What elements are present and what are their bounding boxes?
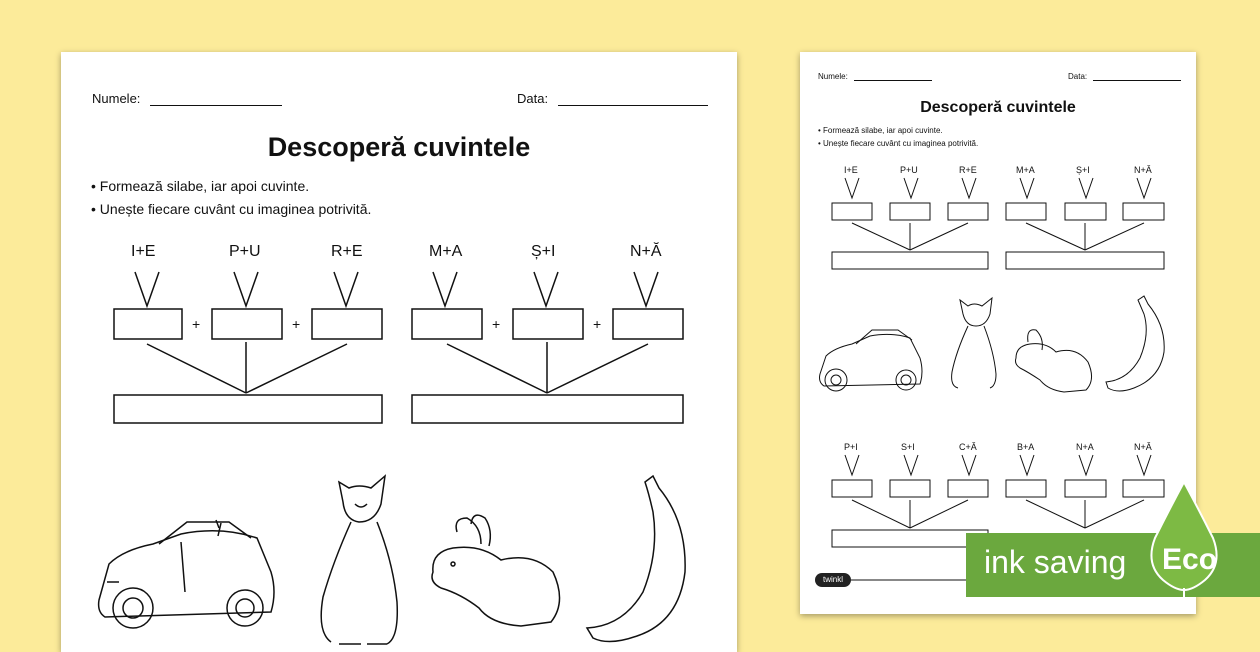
car-picture [99, 520, 274, 628]
syllable-label: P+U [229, 243, 261, 260]
syllable-box[interactable] [1123, 203, 1164, 220]
syllable-label: N+Ă [1134, 165, 1152, 175]
word-box[interactable] [1006, 252, 1164, 269]
syllable-label: B+A [1017, 442, 1035, 452]
syllable-label: N+Ă [630, 243, 662, 260]
syllable-box[interactable] [412, 309, 482, 339]
plus-sign: + [192, 316, 201, 332]
arrow-icon [845, 455, 1151, 475]
syllable-box[interactable] [948, 203, 988, 220]
syllable-label: P+U [900, 165, 918, 175]
syllable-label: M+A [429, 243, 463, 260]
syllable-label: R+E [959, 165, 977, 175]
syllable-box[interactable] [1065, 480, 1106, 497]
cat-picture [952, 298, 996, 388]
arrow-icon [234, 272, 258, 306]
instruction-1: • Formează silabe, iar apoi cuvinte. [91, 178, 310, 194]
banana-picture [1106, 296, 1164, 391]
arrow-icon [135, 272, 159, 306]
date-label: Data: [517, 91, 549, 106]
syllable-label: N+Ă [1134, 442, 1152, 452]
connector-lines [147, 342, 347, 393]
syllable-label: C+Ă [959, 442, 977, 452]
syllable-label: N+A [1076, 442, 1094, 452]
arrow-icon [334, 272, 358, 306]
car-picture [820, 330, 923, 391]
plus-sign: + [593, 316, 602, 332]
name-label: Numele: [92, 91, 141, 106]
banana-picture [587, 476, 685, 642]
twinkl-logo: twinkl [815, 573, 851, 587]
syllable-label: M+A [1016, 165, 1035, 175]
word-box[interactable] [412, 395, 683, 423]
syllable-box[interactable] [613, 309, 683, 339]
syllable-label: Ș+I [531, 243, 556, 260]
plus-sign: + [292, 316, 301, 332]
arrow-icon [433, 272, 457, 306]
eco-label: Eco [1162, 543, 1218, 576]
worksheet-small [800, 52, 1196, 614]
word-box[interactable] [832, 252, 988, 269]
worksheet-diagram [61, 52, 737, 652]
instruction-2: • Unește fiecare cuvânt cu imaginea potrivită. [818, 139, 979, 148]
arrow-icon [634, 272, 658, 306]
syllable-box[interactable] [1006, 480, 1046, 497]
syllable-label: Ș+I [1076, 165, 1090, 175]
badge-text: ink saving [984, 544, 1127, 580]
connector-lines [852, 223, 1144, 250]
worksheet-large [61, 52, 737, 652]
arrow-icon [845, 178, 1151, 198]
syllable-label: S+I [901, 442, 915, 452]
rabbit-picture [432, 515, 560, 626]
word-box[interactable] [114, 395, 382, 423]
syllable-box[interactable] [948, 480, 988, 497]
connector-lines [852, 500, 1144, 528]
page-title: Descoperă cuvintele [267, 132, 531, 162]
leaf-drop-icon [1147, 480, 1221, 600]
syllable-box[interactable] [1065, 203, 1106, 220]
rabbit-picture [1016, 330, 1092, 392]
word-box[interactable] [832, 530, 988, 547]
syllable-box[interactable] [212, 309, 282, 339]
syllable-label: P+I [844, 442, 858, 452]
syllable-box[interactable] [312, 309, 382, 339]
instruction-2: • Unește fiecare cuvânt cu imaginea potrivită. [91, 201, 372, 217]
worksheet-diagram-small [800, 52, 1196, 614]
date-label: Data: [1068, 72, 1088, 81]
arrow-icon [534, 272, 558, 306]
syllable-box[interactable] [832, 203, 872, 220]
syllable-label: I+E [131, 243, 156, 260]
syllable-box[interactable] [513, 309, 583, 339]
syllable-box[interactable] [832, 480, 872, 497]
name-label: Numele: [818, 72, 848, 81]
syllable-box[interactable] [114, 309, 182, 339]
syllable-label: R+E [331, 243, 363, 260]
syllable-box[interactable] [1006, 203, 1046, 220]
syllable-box[interactable] [890, 480, 930, 497]
connector-lines [447, 342, 648, 393]
page-title: Descoperă cuvintele [920, 99, 1076, 116]
syllable-label: I+E [844, 165, 858, 175]
plus-sign: + [492, 316, 501, 332]
cat-picture [321, 476, 397, 644]
instruction-1: • Formează silabe, iar apoi cuvinte. [818, 126, 943, 135]
syllable-box[interactable] [890, 203, 930, 220]
